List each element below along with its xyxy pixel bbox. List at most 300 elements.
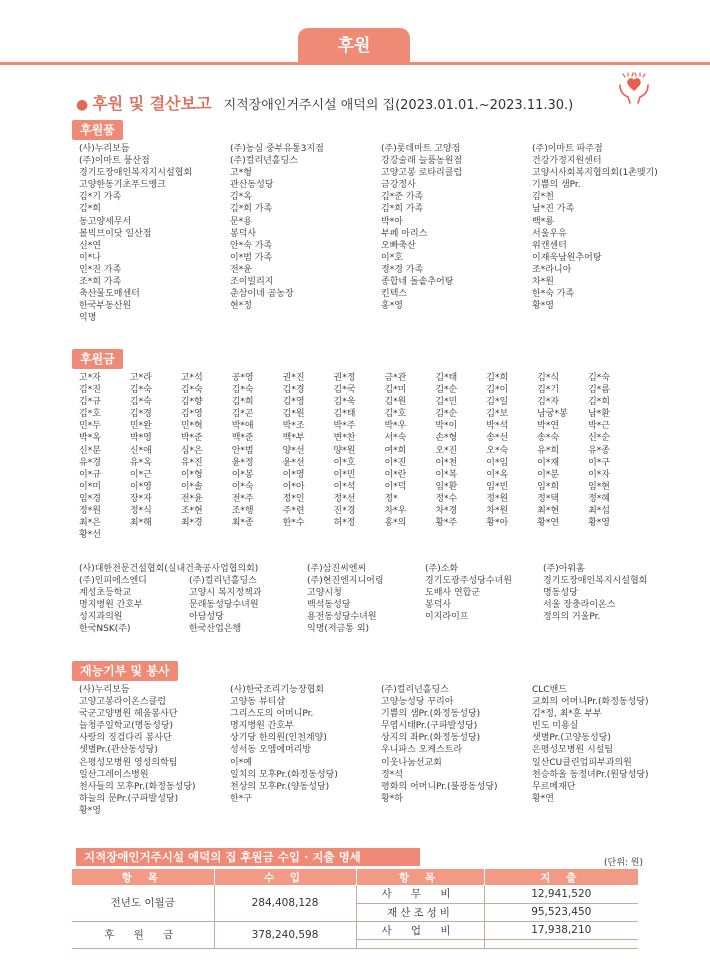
- list-item: 김*숙: [129, 385, 152, 396]
- list-item: 백*준: [231, 433, 254, 444]
- list-item: 경기도장애인복지지시설협회: [79, 168, 193, 179]
- talent-volunteer-list: [79, 684, 669, 817]
- list-item: 이*근: [129, 469, 152, 480]
- expense-amount: 95,523,450: [484, 903, 638, 921]
- list-item: 전*윤: [180, 493, 203, 504]
- list-item: 김*태: [435, 373, 458, 383]
- list-item: 송*숙: [537, 433, 560, 444]
- list-item: 김*원: [384, 397, 407, 408]
- list-item: 황*영: [532, 301, 554, 312]
- list-item: 이*봉: [231, 469, 254, 480]
- list-item: 이*덕: [384, 481, 407, 492]
- list-item: 김*규: [79, 397, 101, 408]
- list-item: [189, 563, 307, 575]
- list-item: 이*미: [79, 481, 101, 492]
- empty-cell: [356, 939, 484, 948]
- list-item: 관산동성당: [230, 180, 274, 191]
- list-item: 현*정: [230, 301, 252, 312]
- list-item: 무염시태Pr.(구파발성당): [381, 721, 478, 732]
- list-item: 익명(저금통 외): [307, 624, 370, 635]
- list-item: 최*섭: [588, 506, 610, 517]
- list-item: 고양고봉라이온스클럽: [79, 697, 166, 708]
- list-item: 최*해: [129, 518, 152, 529]
- list-item: 임*환: [435, 481, 458, 492]
- list-item: 박*준: [180, 433, 203, 444]
- list-item: 여*희: [384, 445, 407, 456]
- list-item: 일산그레이스병원: [79, 769, 149, 780]
- list-item: 이웃나눔선교회: [381, 757, 442, 768]
- list-item: 신*연: [79, 240, 101, 251]
- list-item: 김*옥: [230, 192, 252, 203]
- goods-section-label: 후원품: [72, 120, 123, 140]
- list-item: 신*순: [588, 433, 610, 444]
- list-item: 성지과의원: [79, 612, 123, 623]
- list-item: [232, 529, 283, 541]
- list-item: 김*숙: [129, 397, 152, 408]
- list-item: 조*희 가족: [79, 277, 122, 288]
- list-item: 이*란: [384, 469, 407, 480]
- list-item: (주)삼진씨엔씨: [307, 564, 367, 574]
- list-item: 명지병원 간호부: [230, 721, 294, 732]
- list-item: 홍*영: [381, 301, 403, 312]
- list-item: [381, 805, 532, 817]
- list-item: 허*정: [333, 518, 356, 529]
- list-item: 사랑의 징검다리 봉사단: [79, 733, 172, 744]
- list-item: 이*진: [384, 457, 407, 468]
- list-item: 무르메재단: [532, 781, 576, 792]
- list-item: 용전동성당수녀원: [307, 612, 377, 623]
- list-item: 금강정사: [381, 180, 416, 191]
- list-item: 이*천: [435, 457, 458, 468]
- list-item: 천사들의 모후Pr.(화정동성당): [79, 781, 196, 792]
- list-item: 김*순: [435, 385, 458, 396]
- list-item: 아담성당: [189, 612, 224, 623]
- list-item: 황*연: [532, 793, 554, 804]
- list-item: 건강가정지원센터: [532, 156, 602, 167]
- list-item: 임*현: [588, 481, 610, 492]
- list-item: 김*순: [435, 409, 458, 420]
- list-item: 이*솔: [180, 481, 203, 492]
- list-item: 일치의 모후Pr.(화정동성당): [230, 769, 338, 780]
- list-item: 최*은: [79, 518, 101, 529]
- list-item: 남*환: [588, 409, 610, 420]
- budget-header-expense-item: 항 목: [356, 869, 484, 885]
- list-item: 이*자: [588, 469, 610, 480]
- list-item: 일산CU클린업피부과의원: [532, 757, 632, 768]
- list-item: 유*진: [180, 457, 203, 468]
- list-item: 유*옥: [129, 457, 152, 468]
- list-item: [384, 529, 435, 541]
- list-item: (주)컬리넌홀딩스: [230, 156, 298, 167]
- budget-table: [72, 869, 638, 949]
- list-item: 김*준 가족: [381, 192, 424, 203]
- list-item: 동고양세무서: [79, 216, 132, 227]
- list-item: 고*자: [79, 373, 101, 383]
- income-amount: 284,408,128: [214, 885, 356, 921]
- expense-item: 재산조성비: [356, 903, 484, 921]
- list-item: 계성초등학교: [79, 588, 132, 599]
- list-item: [486, 529, 537, 541]
- list-item: 위캔센터: [532, 240, 567, 251]
- list-item: 김*경: [282, 385, 305, 396]
- list-item: 이*나: [79, 252, 101, 263]
- money-section-label: 후원금: [72, 349, 123, 369]
- income-item: 후 원 금: [72, 921, 214, 948]
- list-item: [381, 312, 532, 324]
- list-item: 문래동성당수녀원: [189, 600, 259, 611]
- list-item: 박*옥: [79, 433, 101, 444]
- list-item: 김*정, 최*훈 부부: [532, 709, 602, 720]
- list-item: 그리스도의 어머니Pr.: [230, 709, 314, 720]
- list-item: 빈도 미용실: [532, 721, 579, 732]
- list-item: 김*숙: [588, 373, 610, 383]
- list-item: 황*영: [79, 805, 101, 816]
- list-item: 조*행: [231, 506, 254, 517]
- list-item: 고양한동기초푸드뱅크: [79, 180, 166, 191]
- list-item: 천승하올 동정녀Pr.(원당성당): [532, 769, 649, 780]
- list-item: (사)대한전문건설협회(실내건축공사업협의회): [79, 564, 259, 574]
- list-item: 황*하: [381, 793, 403, 804]
- list-item: 김*호: [384, 409, 407, 420]
- list-item: 서울우유: [532, 228, 567, 239]
- list-item: 김*태: [333, 409, 356, 420]
- list-item: 장*자: [129, 493, 152, 504]
- budget-header-expense: 지 출: [484, 869, 638, 885]
- list-item: 은평성모병원 영성의학팀: [79, 757, 178, 768]
- list-item: CLC밴드: [532, 685, 567, 695]
- list-item: 김*자: [537, 397, 560, 408]
- list-item: 황*연: [537, 518, 560, 529]
- list-item: 조*현: [180, 506, 203, 517]
- list-item: 이*석: [333, 481, 356, 492]
- money-donor-list: [79, 372, 639, 541]
- list-item: 춘삼이네 곰농장: [230, 289, 294, 300]
- list-item: 김*원: [282, 409, 305, 420]
- list-item: 김*민: [435, 397, 458, 408]
- list-item: 성서동 오엠에머리방: [230, 745, 312, 756]
- list-item: 김*숙: [180, 385, 203, 396]
- list-item: 이*분: [537, 469, 560, 480]
- list-item: 고*라: [129, 373, 152, 383]
- list-item: 이*호: [333, 457, 356, 468]
- list-item: 공*영: [231, 373, 254, 383]
- list-item: 권*진: [282, 373, 305, 383]
- list-item: 정*인: [282, 493, 305, 504]
- list-item: (주)아워홈: [543, 564, 585, 574]
- page-title: 후원 및 결산보고: [92, 94, 212, 113]
- list-item: 이*예: [230, 757, 252, 768]
- list-item: 유*희: [537, 445, 560, 456]
- list-item: 오빠축산: [381, 240, 416, 251]
- list-item: (주)이마트 풍산점: [79, 156, 150, 167]
- list-item: 김*기: [537, 385, 560, 396]
- list-item: 박*우: [384, 421, 407, 432]
- list-item: 오*숙: [486, 445, 509, 456]
- list-item: 정*석: [381, 769, 403, 780]
- list-item: 박*조: [282, 421, 305, 432]
- list-item: 이*민: [333, 469, 356, 480]
- list-item: 정*원: [79, 506, 101, 517]
- list-item: 전*윤: [230, 264, 252, 275]
- list-item: 진*경: [333, 506, 356, 517]
- list-item: 축산물도매센터: [79, 289, 140, 300]
- list-item: (사)한국조리기능장협회: [230, 685, 324, 695]
- list-item: 이*호: [381, 252, 403, 263]
- list-item: [532, 805, 669, 817]
- list-item: [588, 529, 639, 541]
- list-item: 김*희: [79, 204, 101, 215]
- list-item: 임*빈: [486, 481, 509, 492]
- list-item: 서울 장충라이온스: [543, 600, 616, 611]
- list-item: 늘청주일학교(명동성당): [79, 721, 173, 732]
- list-item: 강강술래 늘품농원점: [381, 156, 463, 167]
- section-tab-donation: 후원: [298, 28, 410, 64]
- list-item: 손*형: [435, 433, 458, 444]
- list-item: 볼빅브이닷 일산점: [79, 228, 152, 239]
- page-subtitle: 지적장애인거주시설 애덕의 집(2023.01.01.~2023.11.30.): [223, 98, 574, 113]
- list-item: 이재욱남원추어탕: [532, 252, 602, 263]
- list-item: 서*숙: [384, 433, 407, 444]
- list-item: 차*우: [384, 506, 407, 517]
- list-item: 변*찬: [333, 433, 356, 444]
- list-item: 고양시사회복지협의회(1촌맺기): [532, 168, 658, 179]
- header-divider: [0, 62, 710, 65]
- list-item: (주)컬리넌홀딩스: [189, 576, 257, 587]
- list-item: 백석동성당: [307, 600, 351, 611]
- list-item: 기쁨의 샘Pr.(화정동성당): [381, 709, 481, 720]
- list-item: 명지병원 간호부: [79, 600, 143, 611]
- list-item: 김*보: [486, 409, 509, 420]
- list-item: 민*완: [129, 421, 152, 432]
- list-item: 임*경: [79, 493, 101, 504]
- list-item: 한*수: [282, 518, 305, 529]
- list-item: 한국산업은행: [189, 624, 242, 635]
- list-item: 천상의 모후Pr.(양동성당): [230, 781, 330, 792]
- list-item: 박*근: [588, 421, 610, 432]
- list-item: [181, 529, 232, 541]
- list-item: 김*곤: [231, 409, 254, 420]
- list-item: 이*영: [282, 469, 305, 480]
- list-item: 황*선: [79, 530, 101, 541]
- list-item: 이*재: [537, 457, 560, 468]
- list-item: 정*원: [486, 493, 509, 504]
- unit-label: (단위: 원): [604, 858, 643, 868]
- list-item: (사)누리보듬: [79, 685, 130, 695]
- list-item: 이*복: [435, 469, 458, 480]
- expense-amount: 12,941,520: [484, 885, 638, 903]
- list-item: [230, 312, 381, 324]
- list-item: [334, 529, 385, 541]
- income-amount: 378,240,598: [214, 921, 356, 948]
- list-item: (주)현진엔지니어링: [307, 576, 384, 587]
- list-item: 김*경: [129, 409, 152, 420]
- list-item: 정*혜: [588, 493, 610, 504]
- list-item: 최*종: [231, 518, 254, 529]
- list-item: 김*국: [333, 385, 356, 396]
- talent-section-label: 재능기부 및 봉사: [72, 661, 178, 681]
- list-item: [543, 623, 679, 635]
- list-item: 고양동 뷰티샵: [230, 697, 286, 708]
- list-item: 김*영: [180, 409, 203, 420]
- list-item: 정*경 가족: [381, 264, 424, 275]
- list-item: 박*영: [129, 433, 152, 444]
- list-item: 조이빌리지: [230, 277, 274, 288]
- list-item: 유*경: [79, 457, 101, 468]
- list-item: 남궁*봉: [537, 409, 568, 420]
- list-item: 고양시 복지정책과: [189, 588, 262, 599]
- list-item: 남*진 가족: [532, 204, 575, 215]
- list-item: (주)롯데마트 고양점: [381, 144, 461, 154]
- list-item: 이*범 가족: [230, 252, 273, 263]
- list-item: 국군고양병원 헤움봉사단: [79, 709, 178, 720]
- list-item: 정*: [384, 493, 398, 504]
- list-item: 우니파스 오케스트라: [381, 745, 463, 756]
- list-item: 금*관: [384, 373, 407, 383]
- empty-cell: [484, 939, 638, 948]
- list-item: 민*혁: [180, 421, 203, 432]
- list-item: 차*원: [486, 506, 509, 517]
- list-item: 윤*선: [282, 457, 305, 468]
- list-item: 이*규: [79, 469, 101, 480]
- list-item: 차*경: [435, 506, 458, 517]
- list-item: 샛별Pr.(관산동성당): [79, 745, 158, 756]
- list-item: 이*임: [486, 457, 509, 468]
- main-heading: [76, 91, 573, 114]
- list-item: 기쁨의 샘Pr.: [532, 180, 581, 191]
- list-item: 심*은: [180, 445, 203, 456]
- expense-amount: 17,938,210: [484, 921, 638, 939]
- organization-donor-list: [79, 563, 679, 636]
- list-item: 이지라이프: [425, 612, 469, 623]
- budget-banner: 지적장애인거주시설 애덕의 집 후원금 수입 · 지출 명세: [76, 848, 420, 866]
- list-item: [537, 529, 588, 541]
- list-item: (주)인피에스엔디: [79, 576, 147, 587]
- list-item: 문*용: [230, 216, 252, 227]
- list-item: 박*석: [486, 421, 509, 432]
- list-item: 이*형: [180, 469, 203, 480]
- list-item: 신*분: [79, 445, 101, 456]
- list-item: 백*룡: [532, 216, 554, 227]
- income-item: 전년도 이월금: [72, 885, 214, 921]
- list-item: [532, 312, 639, 324]
- list-item: 샛별Pr.(고양동성당): [532, 733, 611, 744]
- list-item: 김*식: [537, 373, 560, 383]
- list-item: 김*희: [486, 373, 509, 383]
- list-item: 김*진: [79, 385, 101, 396]
- list-item: 정*택: [537, 493, 560, 504]
- list-item: 종합네 돌솥추어탕: [381, 277, 454, 288]
- budget-header-income-item: 항 목: [72, 869, 214, 885]
- list-item: 은평성모병원 시설팀: [532, 745, 614, 756]
- list-item: 김*희 가족: [230, 204, 273, 215]
- list-item: 최*현: [537, 506, 560, 517]
- list-item: 민*두: [79, 421, 101, 432]
- list-item: [230, 805, 381, 817]
- list-item: 박*아: [381, 216, 403, 227]
- list-item: 봉덕사: [230, 228, 257, 239]
- list-item: 백*부: [282, 433, 305, 444]
- list-item: 임*희: [537, 481, 560, 492]
- list-item: 김*숙: [231, 385, 254, 396]
- list-item: 경기도장애인복지시설협회: [543, 576, 648, 587]
- table-row: [72, 921, 638, 939]
- list-item: 상지의 좌Pr.(화정동성당): [381, 733, 481, 744]
- list-item: 윤*정: [231, 457, 254, 468]
- list-item: 한국부동산원: [79, 301, 132, 312]
- list-item: (주)농심 중부유통3지점: [230, 144, 324, 154]
- list-item: 송*선: [486, 433, 509, 444]
- list-item: 고*형: [230, 168, 252, 179]
- list-item: [435, 529, 486, 541]
- hands-heart-icon: [616, 71, 652, 107]
- list-item: (사)누리보듬: [79, 144, 130, 154]
- list-item: [425, 623, 543, 635]
- list-item: 김*희: [231, 397, 254, 408]
- list-item: 양*원: [333, 445, 356, 456]
- list-item: 정의의 거울Pr.: [543, 612, 601, 623]
- list-item: 최*경: [180, 518, 203, 529]
- list-item: 고*석: [180, 373, 203, 383]
- list-item: 김*기 가족: [79, 192, 122, 203]
- list-item: 한*구: [230, 793, 252, 804]
- list-item: 박*애: [231, 421, 254, 432]
- list-item: 차*원: [532, 277, 554, 288]
- list-item: 평화의 어머니Pr.(불광동성당): [381, 781, 498, 792]
- list-item: (주)컬리넌홀딩스: [381, 685, 449, 695]
- list-item: 이*아: [282, 481, 305, 492]
- list-item: 이*옥: [486, 469, 509, 480]
- list-item: 하늘의 문Pr.(구파발성당): [79, 793, 179, 804]
- list-item: 고양고봉 로타리클럽: [381, 168, 463, 179]
- list-item: [130, 529, 181, 541]
- list-item: 안*범: [231, 445, 254, 456]
- list-item: 상기당 한의원(인천계양): [230, 733, 327, 744]
- list-item: 교회의 어머니Pr.(화정동성당): [532, 697, 649, 708]
- list-item: 황*아: [486, 518, 509, 529]
- list-item: 김*희: [588, 397, 610, 408]
- list-item: (주)소화: [425, 564, 459, 574]
- list-item: 정*식: [129, 506, 152, 517]
- list-item: 부페 아리스: [381, 228, 428, 239]
- expense-item: 사 업 비: [356, 921, 484, 939]
- goods-donor-list: [79, 143, 658, 324]
- list-item: 이*숙: [231, 481, 254, 492]
- list-item: 김*이: [486, 385, 509, 396]
- list-item: 김*천: [532, 192, 554, 203]
- list-item: 주*련: [282, 506, 305, 517]
- list-item: 유*종: [588, 445, 610, 456]
- list-item: 황*주: [435, 518, 458, 529]
- expense-item: 사 무 비: [356, 885, 484, 903]
- list-item: 김*미: [384, 385, 407, 396]
- list-item: 신*애: [129, 445, 152, 456]
- list-item: 한국NSK(주): [79, 624, 131, 635]
- list-item: 박*연: [537, 421, 560, 432]
- table-row: [72, 885, 638, 903]
- list-item: 전*주: [231, 493, 254, 504]
- list-item: 이*구: [588, 457, 610, 468]
- list-item: 경기도광주성당수녀원: [425, 576, 512, 587]
- list-item: [283, 529, 334, 541]
- list-item: 인*진 가족: [79, 264, 122, 275]
- list-item: 홍*의: [384, 518, 407, 529]
- list-item: 고양능성당 꾸리아: [381, 697, 454, 708]
- list-item: 양*선: [282, 445, 305, 456]
- list-item: 김*름: [588, 385, 610, 396]
- list-item: 박*이: [435, 421, 458, 432]
- list-item: 황*영: [588, 518, 610, 529]
- list-item: 김*향: [180, 397, 203, 408]
